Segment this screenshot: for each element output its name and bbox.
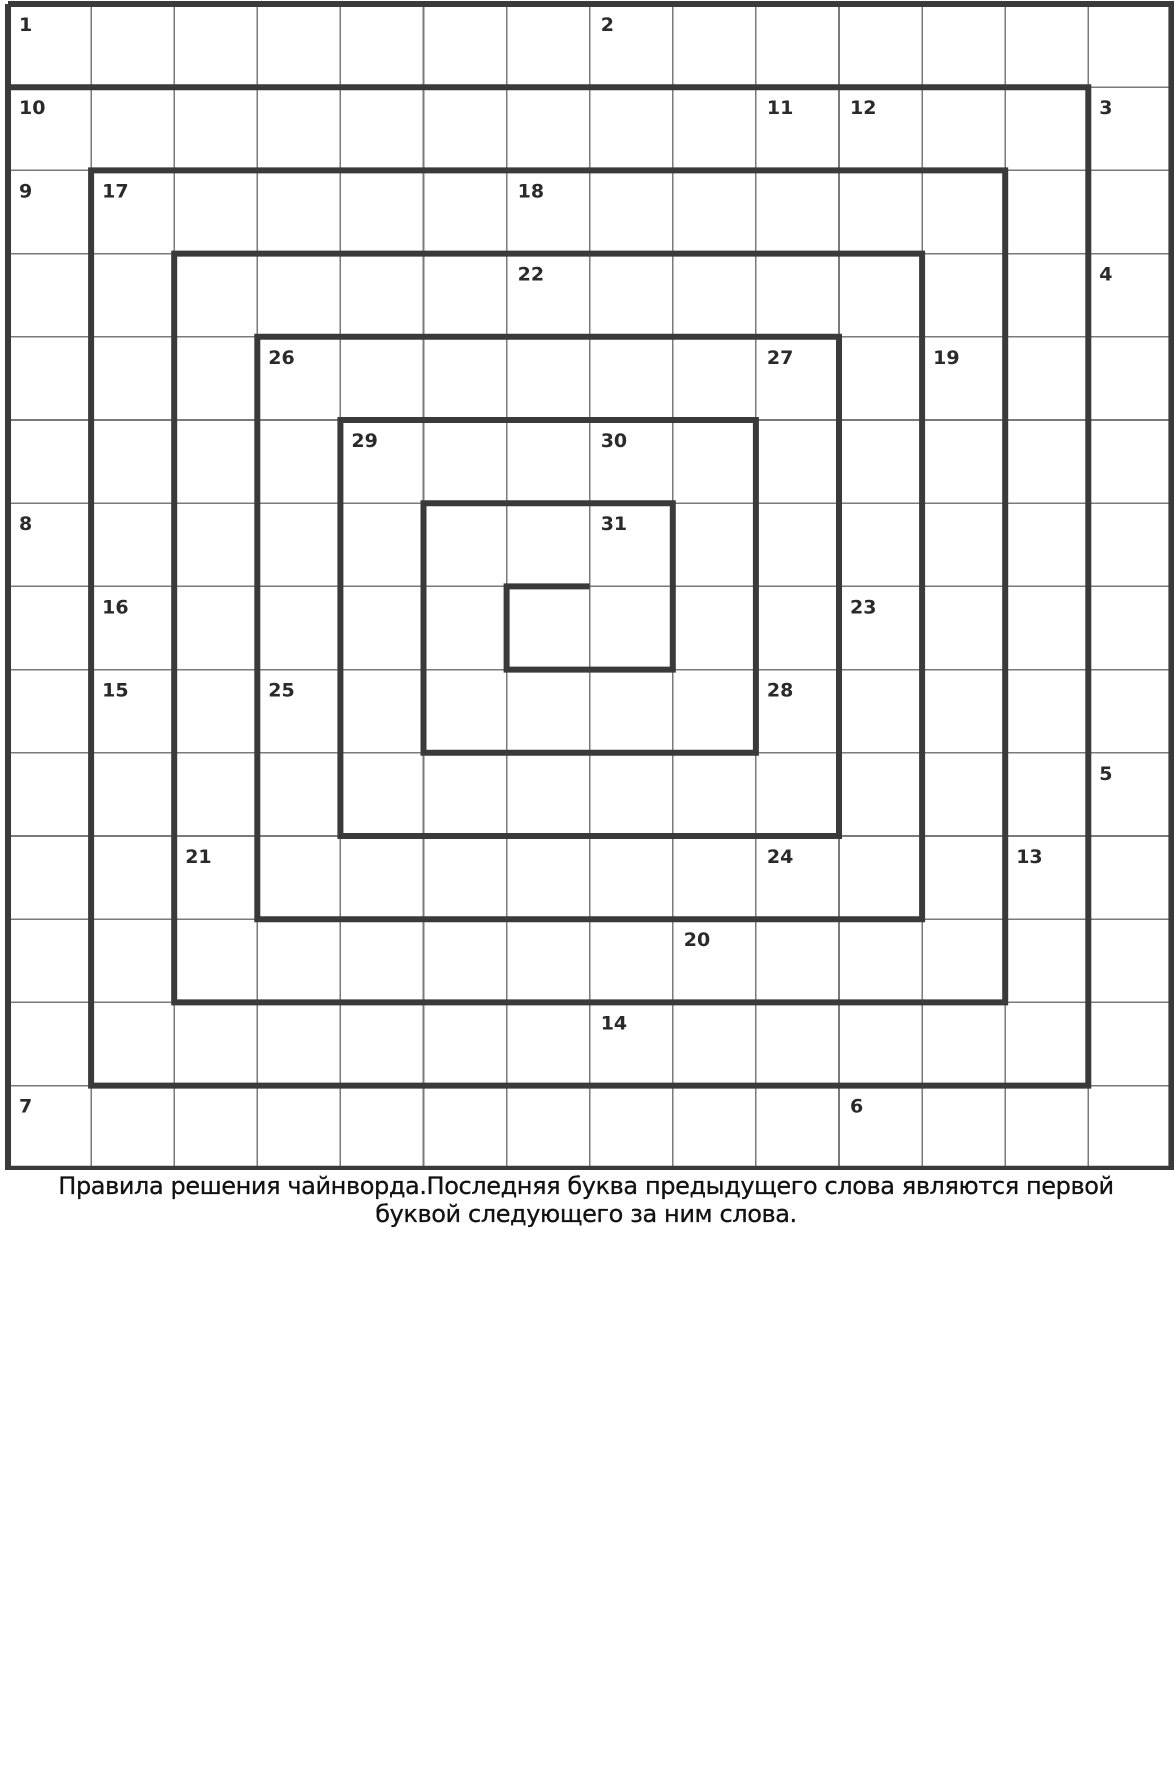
grid-cell[interactable] bbox=[424, 503, 507, 586]
grid-cell[interactable] bbox=[673, 836, 756, 919]
grid-cell[interactable] bbox=[756, 1002, 839, 1085]
grid-cell[interactable] bbox=[1005, 670, 1088, 753]
grid-cell[interactable] bbox=[257, 4, 340, 87]
grid-cell[interactable] bbox=[340, 836, 423, 919]
grid-cell[interactable] bbox=[922, 753, 1005, 836]
grid-cell[interactable] bbox=[174, 753, 257, 836]
cell-number: 6 bbox=[850, 1095, 864, 1118]
grid-cell[interactable] bbox=[1005, 4, 1088, 87]
grid-cell[interactable] bbox=[424, 919, 507, 1002]
cell-number: 10 bbox=[19, 97, 46, 120]
grid-cell[interactable] bbox=[91, 254, 174, 337]
grid-cell[interactable] bbox=[673, 254, 756, 337]
grid-cell[interactable] bbox=[1005, 753, 1088, 836]
grid-cell[interactable] bbox=[756, 586, 839, 669]
grid-cell[interactable] bbox=[257, 1086, 340, 1169]
grid-cell[interactable] bbox=[174, 4, 257, 87]
grid-cell[interactable] bbox=[673, 670, 756, 753]
cell-number: 16 bbox=[102, 596, 129, 619]
cell-number: 30 bbox=[600, 430, 628, 452]
grid-cell[interactable] bbox=[673, 87, 756, 170]
grid-cell[interactable] bbox=[922, 670, 1005, 753]
grid-cell[interactable] bbox=[257, 254, 340, 337]
cell-number: 9 bbox=[19, 180, 33, 203]
grid-cell[interactable] bbox=[174, 1002, 257, 1085]
grid-cell[interactable] bbox=[1005, 420, 1088, 503]
grid-cell[interactable] bbox=[1005, 87, 1088, 170]
grid-cell[interactable] bbox=[839, 170, 922, 253]
grid-cell[interactable] bbox=[590, 337, 673, 420]
grid-cell[interactable] bbox=[839, 254, 922, 337]
grid-cell[interactable] bbox=[174, 254, 257, 337]
grid-cell[interactable] bbox=[922, 503, 1005, 586]
grid-cell[interactable] bbox=[839, 919, 922, 1002]
grid-cell[interactable] bbox=[8, 919, 91, 1002]
grid-cell[interactable] bbox=[340, 503, 423, 586]
grid-cell[interactable] bbox=[590, 87, 673, 170]
grid-cell[interactable] bbox=[922, 87, 1005, 170]
cell-number: 1 bbox=[19, 14, 33, 36]
grid-cell[interactable] bbox=[424, 1086, 507, 1169]
grid-cell[interactable] bbox=[922, 836, 1005, 919]
grid-cell[interactable] bbox=[507, 586, 590, 669]
grid-cell[interactable] bbox=[424, 420, 507, 503]
grid-cell[interactable] bbox=[922, 4, 1005, 87]
grid-cell[interactable] bbox=[1088, 337, 1171, 420]
cell-number: 13 bbox=[1016, 846, 1043, 868]
grid-cell[interactable] bbox=[507, 670, 590, 753]
grid-cell[interactable] bbox=[340, 87, 423, 170]
grid-cell[interactable] bbox=[1088, 4, 1171, 87]
cell-number: 5 bbox=[1099, 762, 1113, 785]
grid-cell[interactable] bbox=[1005, 503, 1088, 586]
cell-number: 11 bbox=[766, 97, 794, 120]
grid-cell[interactable] bbox=[424, 753, 507, 836]
grid-cell[interactable] bbox=[340, 1086, 423, 1169]
grid-cell[interactable] bbox=[257, 87, 340, 170]
grid-cell[interactable] bbox=[340, 254, 423, 337]
grid-cell[interactable] bbox=[424, 1002, 507, 1085]
grid-cell[interactable] bbox=[839, 503, 922, 586]
grid-cell[interactable] bbox=[91, 1002, 174, 1085]
cell-number: 3 bbox=[1099, 97, 1113, 120]
rules-text: Правила решения чайнворда.Последняя буква предыдущего слова являются первой буквой следующего за ним слова. bbox=[58, 1172, 1114, 1228]
grid-cell[interactable] bbox=[1088, 1086, 1171, 1169]
cell-number: 15 bbox=[102, 679, 129, 702]
grid-cell[interactable] bbox=[1005, 919, 1088, 1002]
grid-cell[interactable] bbox=[673, 337, 756, 420]
grid-cell[interactable] bbox=[590, 1086, 673, 1169]
grid-cell[interactable] bbox=[8, 836, 91, 919]
cell-number: 21 bbox=[185, 846, 212, 868]
cell-number: 17 bbox=[102, 180, 129, 203]
grid-cell[interactable] bbox=[174, 420, 257, 503]
grid-cell[interactable] bbox=[756, 503, 839, 586]
grid-cell[interactable] bbox=[839, 670, 922, 753]
cell-number: 14 bbox=[600, 1012, 628, 1035]
grid-cell[interactable] bbox=[673, 1002, 756, 1085]
grid-cell[interactable] bbox=[340, 337, 423, 420]
grid-cell[interactable] bbox=[91, 87, 174, 170]
grid-cell[interactable] bbox=[673, 1086, 756, 1169]
grid-cell[interactable] bbox=[756, 170, 839, 253]
grid-cell[interactable] bbox=[590, 919, 673, 1002]
grid-cell[interactable] bbox=[91, 1086, 174, 1169]
grid-cell[interactable] bbox=[1005, 170, 1088, 253]
grid-cell[interactable] bbox=[922, 170, 1005, 253]
grid-cell[interactable] bbox=[922, 1086, 1005, 1169]
grid-cell[interactable] bbox=[91, 753, 174, 836]
grid-cell[interactable] bbox=[340, 753, 423, 836]
grid-cell[interactable] bbox=[590, 670, 673, 753]
grid-cell[interactable] bbox=[1088, 170, 1171, 253]
grid-cell[interactable] bbox=[839, 753, 922, 836]
grid-cell[interactable] bbox=[839, 4, 922, 87]
grid-cell[interactable] bbox=[8, 670, 91, 753]
grid-cell[interactable] bbox=[174, 337, 257, 420]
grid-cell[interactable] bbox=[174, 503, 257, 586]
cell-number: 8 bbox=[19, 513, 33, 536]
grid-cell[interactable] bbox=[673, 753, 756, 836]
grid-cell[interactable] bbox=[424, 836, 507, 919]
grid-cell[interactable] bbox=[839, 836, 922, 919]
grid-cell[interactable] bbox=[507, 753, 590, 836]
grid-cell[interactable] bbox=[922, 919, 1005, 1002]
grid-cell[interactable] bbox=[590, 753, 673, 836]
grid-cell[interactable] bbox=[91, 919, 174, 1002]
grid-cell[interactable] bbox=[174, 919, 257, 1002]
grid-cell[interactable] bbox=[424, 4, 507, 87]
grid-cell[interactable] bbox=[340, 670, 423, 753]
grid-cell[interactable] bbox=[174, 170, 257, 253]
grid-cell[interactable] bbox=[424, 254, 507, 337]
grid-cell[interactable] bbox=[507, 4, 590, 87]
cell-number: 7 bbox=[19, 1095, 33, 1118]
grid-cell[interactable] bbox=[1088, 836, 1171, 919]
grid-cell[interactable] bbox=[507, 503, 590, 586]
grid-cell[interactable] bbox=[8, 753, 91, 836]
cell-number: 20 bbox=[683, 929, 711, 952]
grid-cell[interactable] bbox=[1088, 503, 1171, 586]
grid-cell[interactable] bbox=[590, 254, 673, 337]
grid-cell[interactable] bbox=[1005, 1002, 1088, 1085]
grid-cell[interactable] bbox=[673, 420, 756, 503]
grid-cell[interactable] bbox=[507, 337, 590, 420]
grid-cell[interactable] bbox=[1088, 420, 1171, 503]
grid-cell[interactable] bbox=[8, 254, 91, 337]
grid-cell[interactable] bbox=[922, 586, 1005, 669]
cell-number: 24 bbox=[766, 846, 794, 868]
grid-cell[interactable] bbox=[590, 586, 673, 669]
grid-cell[interactable] bbox=[91, 420, 174, 503]
grid-cell[interactable] bbox=[756, 4, 839, 87]
cell-number: 25 bbox=[268, 679, 295, 702]
grid-cell[interactable] bbox=[922, 254, 1005, 337]
grid-cell[interactable] bbox=[257, 919, 340, 1002]
cell-number: 28 bbox=[766, 679, 794, 702]
grid-cell[interactable] bbox=[340, 586, 423, 669]
grid-cell[interactable] bbox=[257, 170, 340, 253]
grid-cell[interactable] bbox=[174, 670, 257, 753]
grid-cell[interactable] bbox=[1088, 1002, 1171, 1085]
grid-cell[interactable] bbox=[340, 170, 423, 253]
grid-cell[interactable] bbox=[1005, 586, 1088, 669]
cell-number: 19 bbox=[933, 346, 960, 369]
grid-cell[interactable] bbox=[673, 4, 756, 87]
grid-cell[interactable] bbox=[756, 420, 839, 503]
grid-cell[interactable] bbox=[756, 919, 839, 1002]
grid-cell[interactable] bbox=[424, 586, 507, 669]
grid-cell[interactable] bbox=[340, 1002, 423, 1085]
grid-cell[interactable] bbox=[424, 670, 507, 753]
grid-cell[interactable] bbox=[257, 836, 340, 919]
grid-cell[interactable] bbox=[8, 420, 91, 503]
grid-cell[interactable] bbox=[1005, 337, 1088, 420]
grid-cell[interactable] bbox=[507, 420, 590, 503]
grid-cell[interactable] bbox=[257, 586, 340, 669]
grid-cell[interactable] bbox=[91, 337, 174, 420]
grid-cell[interactable] bbox=[91, 836, 174, 919]
grid-cell[interactable] bbox=[340, 4, 423, 87]
grid-cell[interactable] bbox=[8, 1002, 91, 1085]
grid-cell[interactable] bbox=[1005, 1086, 1088, 1169]
grid-cell[interactable] bbox=[839, 337, 922, 420]
cell-number: 26 bbox=[268, 346, 295, 369]
grid-cell[interactable] bbox=[922, 420, 1005, 503]
grid-cell[interactable] bbox=[507, 1002, 590, 1085]
cell-number: 4 bbox=[1099, 263, 1113, 286]
grid-cell[interactable] bbox=[424, 87, 507, 170]
grid-cell[interactable] bbox=[1088, 670, 1171, 753]
grid-cell[interactable] bbox=[1088, 586, 1171, 669]
grid-cell[interactable] bbox=[756, 254, 839, 337]
cell-number: 18 bbox=[517, 180, 545, 203]
grid-cell[interactable] bbox=[91, 4, 174, 87]
cell-number: 12 bbox=[850, 97, 877, 120]
grid-cell[interactable] bbox=[839, 1002, 922, 1085]
cell-number: 2 bbox=[600, 14, 614, 36]
grid-cell[interactable] bbox=[756, 753, 839, 836]
cell-number: 23 bbox=[850, 596, 877, 619]
cell-number: 29 bbox=[351, 430, 378, 452]
grid-cell[interactable] bbox=[673, 586, 756, 669]
grid-cell[interactable] bbox=[174, 1086, 257, 1169]
grid-cell[interactable] bbox=[257, 1002, 340, 1085]
grid-cell[interactable] bbox=[424, 170, 507, 253]
grid-cell[interactable] bbox=[91, 503, 174, 586]
grid-cell[interactable] bbox=[590, 836, 673, 919]
grid-cell[interactable] bbox=[507, 836, 590, 919]
grid-cell[interactable] bbox=[257, 503, 340, 586]
grid-cell[interactable] bbox=[673, 170, 756, 253]
grid-cell[interactable] bbox=[1005, 254, 1088, 337]
grid-cell[interactable] bbox=[340, 919, 423, 1002]
grid-cell[interactable] bbox=[590, 170, 673, 253]
grid-cell[interactable] bbox=[8, 586, 91, 669]
cell-number: 27 bbox=[766, 346, 794, 369]
grid-cell[interactable] bbox=[424, 337, 507, 420]
grid-cell[interactable] bbox=[756, 1086, 839, 1169]
grid-cell[interactable] bbox=[174, 586, 257, 669]
grid-cell[interactable] bbox=[1088, 919, 1171, 1002]
grid-cell[interactable] bbox=[839, 420, 922, 503]
grid-cell[interactable] bbox=[922, 1002, 1005, 1085]
cell-number: 22 bbox=[517, 263, 545, 286]
cell-number: 31 bbox=[600, 513, 628, 536]
grid-cell[interactable] bbox=[507, 919, 590, 1002]
grid-cell[interactable] bbox=[507, 87, 590, 170]
grid-cell[interactable] bbox=[174, 87, 257, 170]
grid-cell[interactable] bbox=[507, 1086, 590, 1169]
grid-cell[interactable] bbox=[257, 753, 340, 836]
grid-cell[interactable] bbox=[257, 420, 340, 503]
grid-cell[interactable] bbox=[673, 503, 756, 586]
grid-cell[interactable] bbox=[8, 337, 91, 420]
